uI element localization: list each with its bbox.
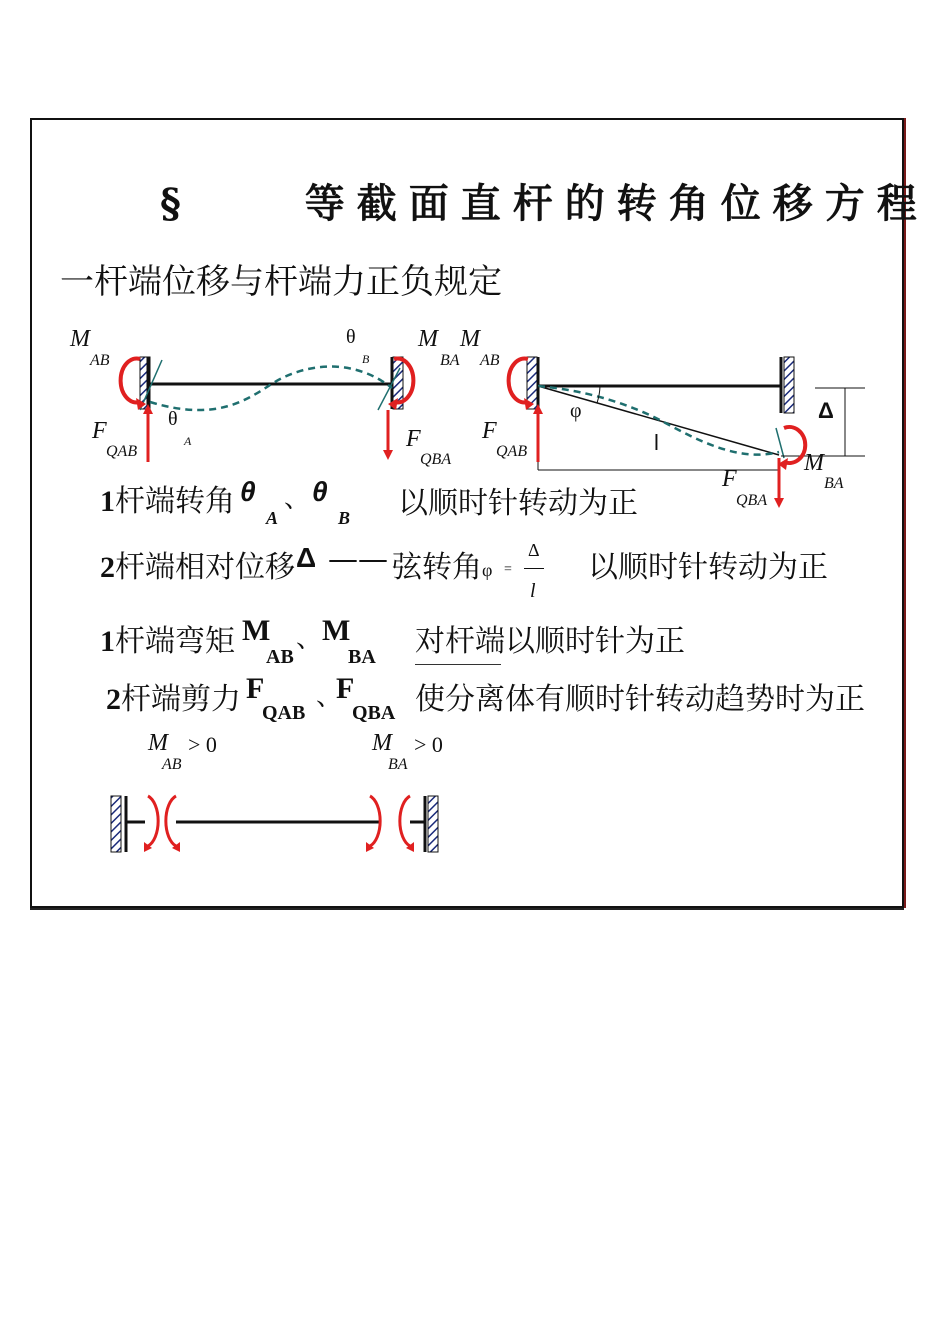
label-fq-ab-left-sub: QAB [106,443,138,460]
label-m-ab-right: M [460,326,480,352]
rule-moment-desc: 以顺时针为正 [505,624,685,659]
rule-theta: 1杆端转角 [100,484,235,519]
right-moment-ab-arrow [509,359,528,403]
label-delta: Δ [818,398,834,423]
bottom-moment-left-1 [148,796,158,846]
label-m-ab-left-sub: AB [90,352,110,369]
label-theta-b-sub: B [362,352,370,366]
bottom-label-m-ba: M [372,730,392,756]
right-moment-ba-arrow [784,427,805,463]
bottom-moment-right-2 [400,796,410,846]
bottom-label-m-ba-sub: BA [388,756,408,773]
rule-moment-sym2: M [322,614,351,647]
label-phi: φ [570,400,582,422]
rule-theta-desc: 以顺时针转动为正 [398,486,638,521]
label-fq-ab-right: F [482,418,497,444]
label-fq-ba-right: F [722,466,737,492]
label-m-ab-left: M [70,326,90,352]
bottom-label-m-ab-rel: > 0 [188,732,217,757]
rule-delta-chord: 弦转角 [392,550,482,585]
label-fq-ba-left: F [406,426,421,452]
rule-moment-sep: 、 [296,624,323,654]
rule-delta-sym: Δ [296,542,317,573]
rule-moment: 1杆端弯矩 [100,624,235,659]
label-fq-ab-left: F [92,418,107,444]
rule-delta: 2杆端相对位移 [100,550,295,585]
rule-delta-eq: = [504,562,512,577]
bottom-moment-left-2 [166,796,176,846]
rule-theta-sym2: θ [312,476,328,507]
rule-shear: 2杆端剪力 [106,682,241,717]
right-support-b [784,357,794,413]
rule-delta-phi: φ [482,560,493,580]
rule-shear-sym2: F [336,672,355,705]
rule-moment-underline [415,664,501,665]
rule-delta-desc: 以顺时针转动为正 [588,550,828,585]
bottom-label-m-ab-sub: AB [162,756,182,773]
label-l: l [654,430,659,455]
rule-theta-sym1-sub: A [266,508,279,528]
label-fq-ab-right-sub: QAB [496,443,528,460]
bottom-label-m-ab: M [148,730,168,756]
bottom-label-m-ba-rel: > 0 [414,732,443,757]
label-fq-ba-right-sub: QBA [736,492,768,509]
rule-theta-sym1: θ [240,476,256,507]
rule-theta-sym2-sub: B [338,508,351,528]
rule-delta-dash: —— [328,542,388,577]
bottom-support-left [111,796,121,852]
rule-moment-sym2-sub: BA [348,646,376,668]
rule-shear-sym1-sub: QAB [262,702,306,724]
left-moment-ab-arrow [121,359,140,403]
rule-moment-sym1-sub: AB [266,646,294,668]
label-theta-a: θ [168,408,178,430]
rule-shear-desc: 使分离体有顺时针转动趋势时为正 [415,682,865,717]
section-mark: § [160,180,193,227]
rule-delta-frac-bar [524,568,544,569]
bottom-support-right [428,796,438,852]
rule-delta-frac-den: l [530,580,536,602]
label-m-ba-top-sub: BA [440,352,460,369]
label-m-ba-right-sub: BA [824,475,844,492]
label-theta-a-sub: A [184,434,192,448]
left-deflected-shape [150,367,392,411]
label-fq-ba-left-sub: QBA [420,451,452,468]
label-m-ab-right-sub: AB [480,352,500,369]
label-m-ba-top: M [418,326,438,352]
rule-moment-desc-a: 对杆端 [415,624,505,659]
section-subtitle: 一杆端位移与杆端力正负规定 [60,262,502,302]
title-text: 等截面直杆的转角位移方程 [304,180,929,227]
rule-shear-sep: 、 [316,682,343,712]
rule-shear-sym2-sub: QBA [352,702,396,724]
label-m-ba-right: M [804,450,824,476]
rule-moment-sym1: M [242,614,271,647]
rule-theta-sep: 、 [284,484,311,514]
rule-shear-sym1: F [246,672,265,705]
rule-delta-frac-num: Δ [528,540,540,560]
label-theta-b: θ [346,326,356,348]
